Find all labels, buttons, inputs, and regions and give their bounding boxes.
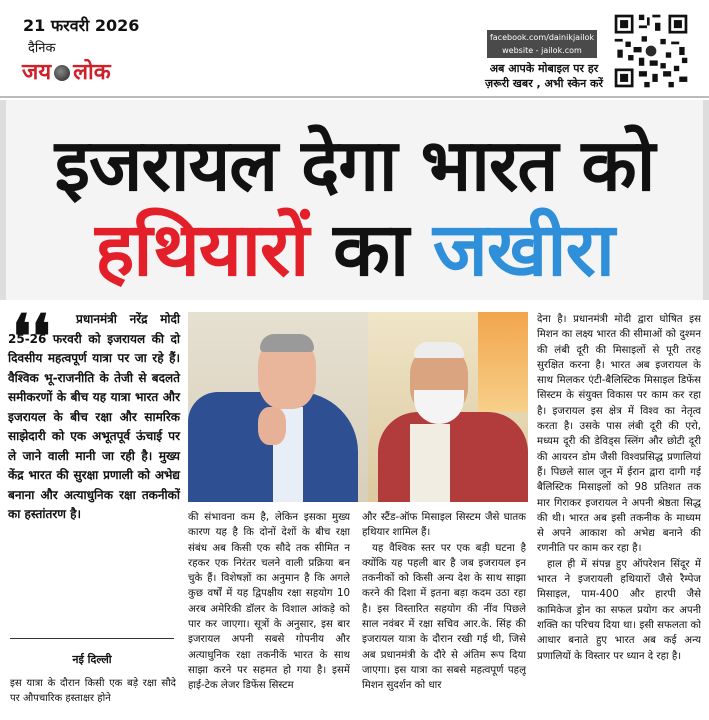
flag-backdrop: [478, 312, 528, 412]
person-left-hand: [258, 407, 286, 445]
issue-date: 21 फरवरी 2026: [23, 16, 140, 35]
headline-word-weapons: हथियारों: [95, 207, 309, 293]
qr-code-icon[interactable]: [612, 12, 690, 90]
article-column-2: [188, 510, 350, 720]
person-right-hair: [414, 342, 464, 358]
headline-word-of: का: [333, 207, 409, 293]
article-column-3: [362, 510, 526, 720]
web-links-box: [487, 30, 597, 58]
scan-line-2: ज़रूरी खबर , अभी स्केन करें: [485, 77, 603, 90]
pull-quote-text: प्रधानमंत्री नरेंद्र मोदी 25-26 फरवरी को इजरायल की दो दिवसीय महत्वपूर्ण यात्रा पर जा रहे हैं। वैश्विक भू-राजनीति के तेजी से बदलते समीकरणों के बीच यह यात्रा भारत और इजरायल के बीच रक्षा और सामरिक साझेदारी को एक अभूतपूर्व ऊंचाई पर ले जाने वाली मानी जा रही है। मुख्य केंद्र भारत की सुरक्षा प्रणाली को अभेद्य बनाना और अत्याधुनिक रक्षा तकनीकों का हस्तांतरण है।: [8, 312, 180, 521]
article-paragraph: की संभावना कम है, लेकिन इसका मुख्य कारण यह है कि दोनों देशों के बीच रक्षा संबंध अब किसी एक सौदे तक सीमित न रहकर एक निरंतर चलने वाली प्रक्रिया बन चुके हैं। विशेषज्ञों का अनुमान है कि अगले कुछ वर्षों में यह द्विपक्षीय रक्षा सहयोग 10 अरब अमेरिकी डॉलर के विशाल आंकड़े को पार कर जाएगा। सूत्रों के अनुसार, इस बार इजरायल अपनी सबसे गोपनीय और अत्याधुनिक रक्षा तकनीकें भारत के साथ साझा करने पर सहमत हो गया है। इसमें हाई-टेक लेजर डिफेंस सिस्टम: [188, 512, 350, 692]
logo-left: जय: [22, 59, 52, 85]
logo-right: लोक: [73, 59, 111, 85]
scan-prompt: [484, 61, 604, 91]
header-divider: [0, 96, 709, 98]
headline-line-1: इजरायल देगा भारत को: [54, 123, 655, 207]
person-left-hair: [260, 334, 314, 352]
article-paragraph: देना है। प्रधानमंत्री मोदी द्वारा घोषित इस मिशन का लक्ष्य भारत की सीमाओं को दुश्मन की लंबी दूरी की मिसाइलों से पूरी तरह सुरक्षित करना है। भारत अब इजरायल के साथ मिलकर एंटी-बैलिस्टिक मिसाइल डिफेंस सिस्टम के संयुक्त विकास पर काम कर रहा है। इजरायल इस क्षेत्र में विश्व का नेतृत्व करता है। उसके पास लंबी दूरी की एरो, मध्यम दूरी की डेविड्स स्लिंग और छोटी दूरी की आयरन डोम जैसी विश्वप्रसिद्ध प्रणालियां हैं। पिछले साल जून में ईरान द्वारा दागी गई बैलिस्टिक मिसाइलों को 98 प्रतिशत तक मार गिराकर इजरायल ने अपनी श्रेष्ठता सिद्ध की थी। भारत अब इसी तकनीक के माध्यम से अपने आकाश को अभेद्य बनाने की रणनीति पर काम कर रहा है।: [537, 314, 701, 555]
brand-prefix: दैनिक: [28, 41, 56, 56]
scan-line-1: अब आपके मोबाइल पर हर: [489, 62, 599, 75]
leaders-photo[interactable]: [188, 312, 528, 502]
headline-word-stockpile: जखीरा: [432, 207, 614, 293]
dateline: नई दिल्ली: [72, 653, 112, 666]
website-link[interactable]: website - jailok.com: [502, 46, 582, 55]
article-column-4: [537, 312, 701, 720]
quote-mark-icon: ❛❛: [12, 302, 51, 372]
headline-line-2: [6, 202, 703, 298]
facebook-link[interactable]: facebook.com/dainikjailok: [489, 33, 595, 42]
globe-icon: [54, 65, 70, 81]
article-paragraph: हाल ही में संपन्न हुए ऑपरेशन सिंदूर में भारत ने इजरायली हथियारों जैसे रैम्पेज मिसाइल, पाम-400 और हारपी जैसे कामिकेज ड्रोन का सफल प्रयोग कर अपनी शक्ति का परिचय दिया था। इसी सफलता को आधार बनाते हुए भारत अब कई अन्य प्रणालियों के विस्तार पर ध्यान दे रहा है।: [537, 558, 701, 662]
newspaper-logo[interactable]: [22, 56, 111, 86]
article-paragraph: यह वैश्विक स्तर पर एक बड़ी घटना है क्योंकि यह पहली बार है जब इजरायल इन तकनीकों को किसी अन्य देश के साथ साझा करने की दिशा में इतना बड़ा कदम उठा रहा है। इस विस्तारित सहयोग की नींव पिछले साल नवंबर में रक्षा सचिव आर.के. सिंह की इजरायल यात्रा के दौरान रखी गई थी, जिसे अब प्रधानमंत्री के दौरे से अंतिम रूप दिया जाएगा। इस यात्रा का सबसे महत्वपूर्ण पहलू मिशन सुदर्शन को धार: [362, 542, 526, 692]
headline-block: [0, 100, 709, 300]
column-divider: [10, 638, 174, 639]
pull-quote: [8, 302, 180, 635]
article-paragraph: और स्टैंड-ऑफ मिसाइल सिस्टम जैसे घातक हथियार शामिल हैं।: [362, 512, 526, 539]
masthead: [0, 0, 709, 96]
article-body-left: इस यात्रा के दौरान किसी एक बड़े रक्षा सौदे पर औपचारिक हस्ताक्षर होने: [10, 678, 176, 704]
person-right-vest: [378, 412, 528, 502]
person-right-kurta: [410, 424, 450, 502]
